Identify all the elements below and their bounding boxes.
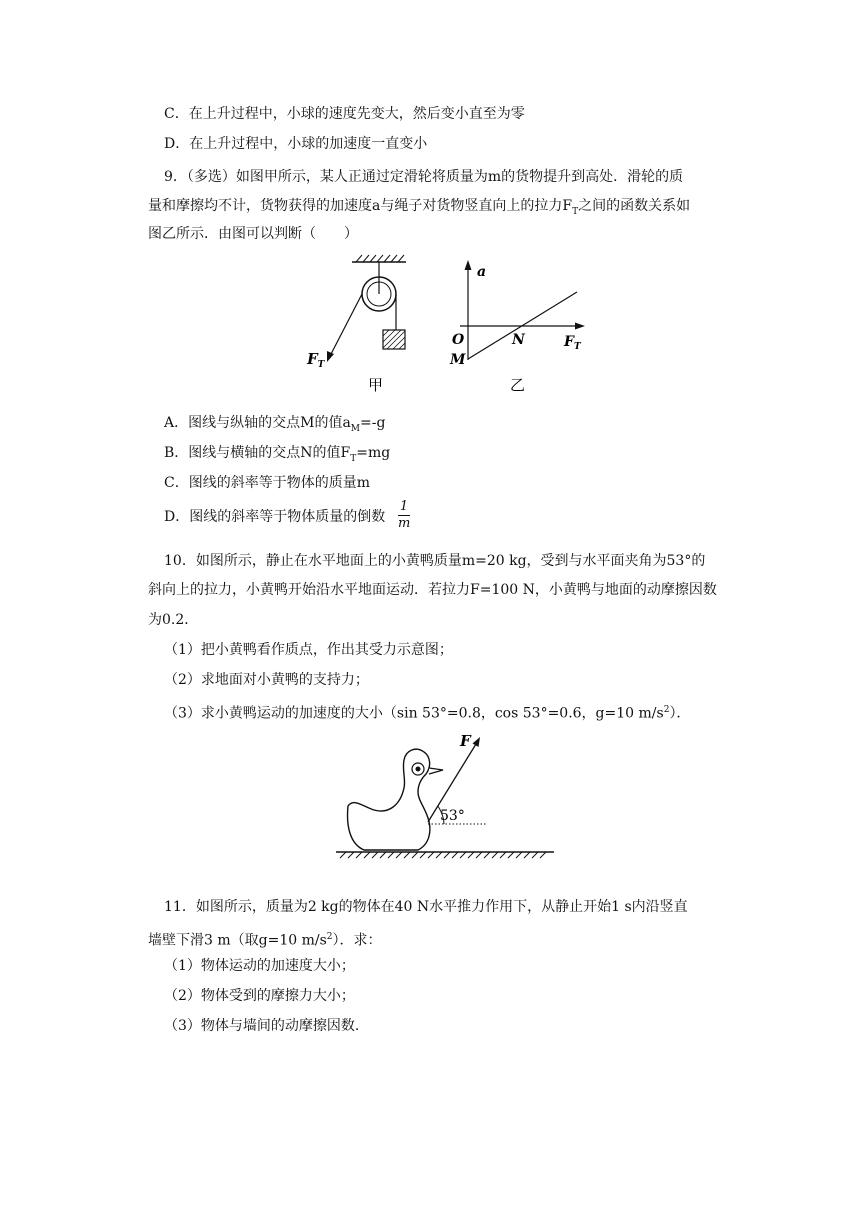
fraction-numerator: 1	[399, 499, 409, 514]
q11-text-line2: 墙壁下滑3 m（取g=10 $m/s^2$）．求：	[148, 932, 382, 949]
point-label-m: M	[450, 352, 466, 368]
q9-option-c: C．图线的斜率等于物体的质量m	[164, 475, 370, 491]
force-label-f: F	[460, 732, 471, 750]
fig-jia-label: 甲	[368, 376, 384, 394]
axis-label-a: a	[477, 264, 487, 280]
pulley-figure	[300, 252, 430, 394]
q9-text-line2: 量和摩擦均不计，货物获得的加速度a与绳子对货物竖直向上的拉力$F_T$之间的函数关系如	[148, 198, 691, 217]
q10-sub2: （2）求地面对小黄鸭的支持力；	[164, 672, 369, 688]
q11-sub2: （2）物体受到的摩擦力大小；	[164, 988, 355, 1004]
fig-yi-label: 乙	[510, 376, 526, 394]
q10-text-line3: 为0.2．	[148, 612, 199, 628]
q8-option-d: D．在上升过程中，小球的加速度一直变小	[164, 136, 428, 152]
q9-option-d: D．图线的斜率等于物体质量的倒数	[164, 509, 386, 525]
q10-sub1: （1）把小黄鸭看作质点，作出其受力示意图；	[164, 642, 453, 658]
q11-sub1: （1）物体运动的加速度大小；	[164, 958, 355, 974]
ft-label: $F_T$	[307, 350, 325, 370]
duck-force-figure	[334, 726, 556, 860]
fraction-one-over-m	[398, 500, 410, 531]
q11-sub3: （3）物体与墙间的动摩擦因数.	[164, 1018, 360, 1034]
q9-text-line3: 图乙所示．由图可以判断（ ）	[148, 226, 358, 242]
q9-text-line1: 9．（多选）如图甲所示，某人正通过定滑轮将质量为m的货物提升到高处．滑轮的质	[164, 169, 684, 185]
q9-option-a: A．图线与纵轴的交点M的值$a_M=-g$	[164, 415, 386, 434]
angle-label: 53°	[440, 808, 465, 824]
q10-text-line1: 10．如图所示，静止在水平地面上的小黄鸭质量m=20 kg，受到与水平面夹角为53°的	[164, 553, 706, 569]
q9-option-b: B．图线与横轴的交点N的值$F_T=mg$	[164, 445, 391, 464]
q10-text-line2: 斜向上的拉力，小黄鸭开始沿水平地面运动．若拉力F=100 N，小黄鸭与地面的动摩擦因数	[148, 582, 717, 598]
a-ft-graph	[440, 252, 600, 394]
origin-label-o: O	[452, 332, 465, 348]
q10-sub3: （3）求小黄鸭运动的加速度的大小（sin 53°=0.8，cos 53°=0.6，g=10 $m/s^2$）．	[164, 705, 691, 722]
axis-label-ft: $F_T$	[564, 334, 581, 352]
q11-text-line1: 11．如图所示，质量为2 kg的物体在40 N水平推力作用下，从静止开始1 s内沿竖直	[164, 899, 688, 915]
fraction-denominator: m	[398, 516, 411, 531]
point-label-n: N	[512, 332, 525, 348]
q8-option-c: C．在上升过程中，小球的速度先变大，然后变小直至为零	[164, 106, 525, 122]
